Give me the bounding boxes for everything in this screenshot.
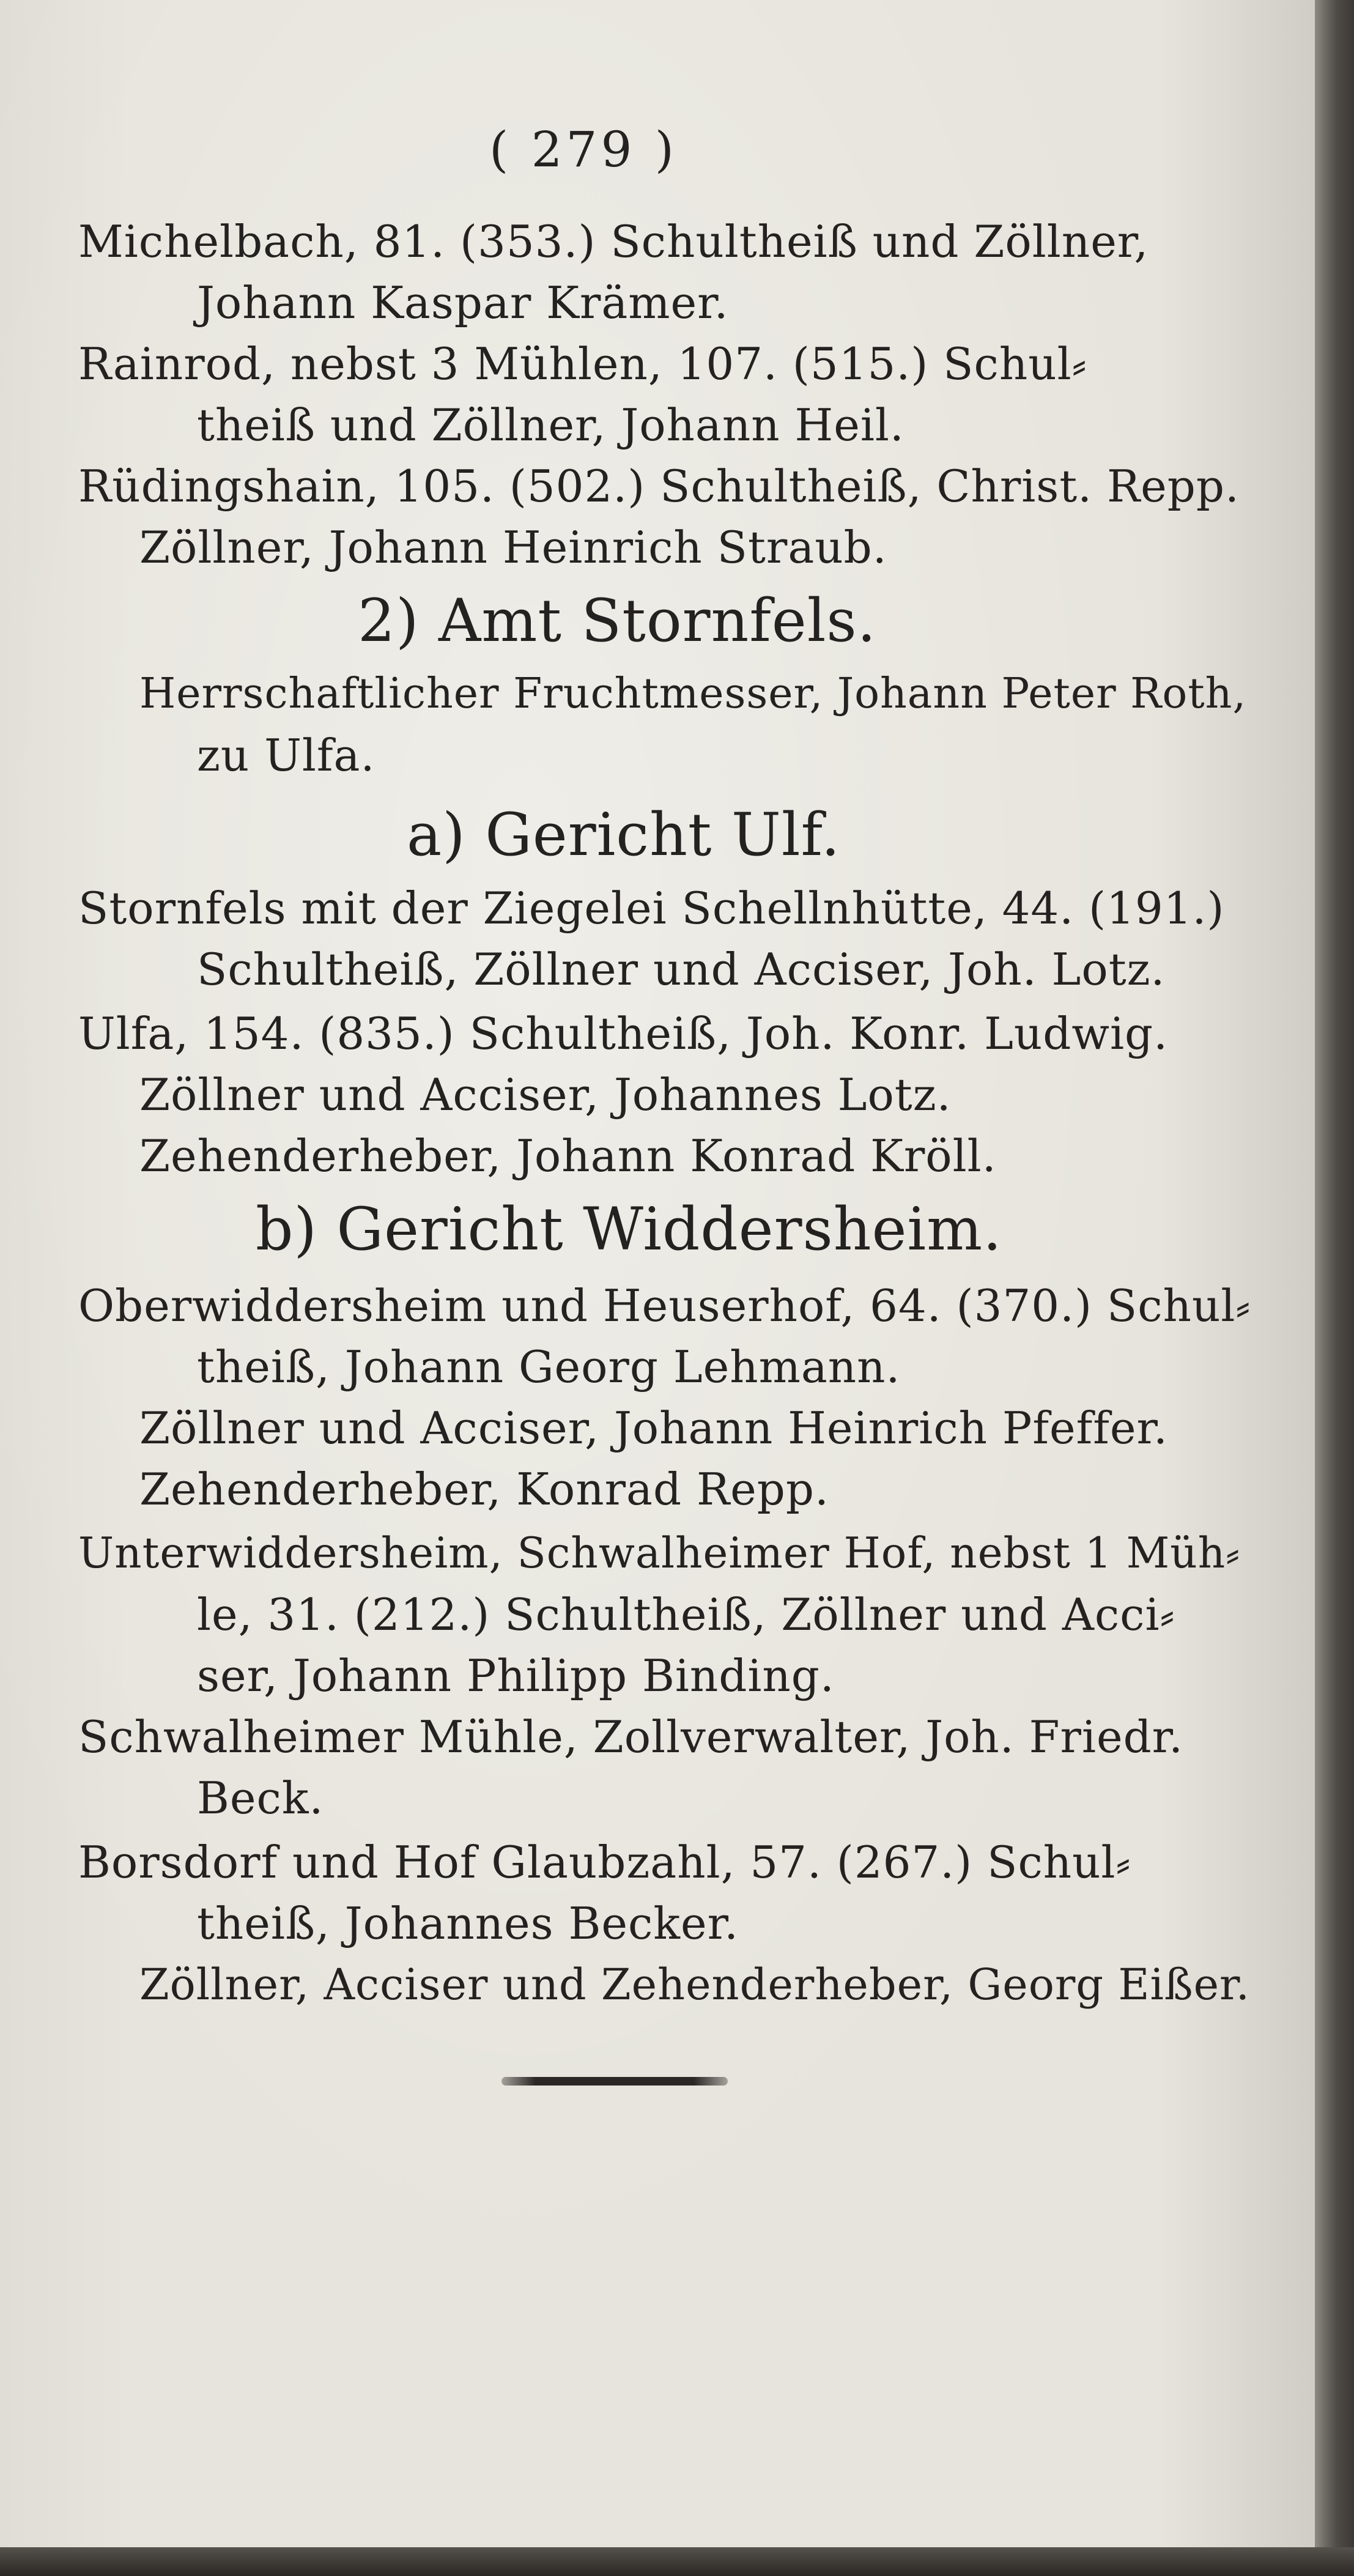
subsection-heading-gericht-widdersheim: b) Gericht Widdersheim. (256, 1195, 1002, 1264)
entry-borsdorf-zoellner: Zöllner, Acciser und Zehenderheber, Georg Eißer. (139, 1960, 1251, 2010)
entry-rainrod-cont: theiß und Zöllner, Johann Heil. (197, 399, 905, 451)
end-rule (501, 2077, 728, 2086)
entry-ruedingshain-cont: Zöllner, Johann Heinrich Straub. (139, 522, 887, 573)
entry-borsdorf: Borsdorf und Hof Glaubzahl, 57. (267.) Schul⸗ (78, 1837, 1131, 1888)
entry-rainrod: Rainrod, nebst 3 Mühlen, 107. (515.) Schul⸗ (78, 338, 1087, 390)
entry-oberwiddersheim-cont: theiß, Johann Georg Lehmann. (197, 1341, 901, 1393)
entry-schwalheimer-muehle-cont: Beck. (197, 1772, 324, 1824)
book-spine-edge (1315, 0, 1354, 2576)
entry-ulfa-zehenderheber: Zehenderheber, Johann Konrad Kröll. (139, 1130, 997, 1182)
page-number: ( 279 ) (489, 121, 678, 178)
entry-ruedingshain: Rüdingshain, 105. (502.) Schultheiß, Christ. Repp. (78, 461, 1240, 512)
entry-oberwiddersheim-zehenderheber: Zehenderheber, Konrad Repp. (139, 1464, 829, 1515)
page-bottom-edge (0, 2547, 1354, 2576)
entry-ulfa: Ulfa, 154. (835.) Schultheiß, Joh. Konr. Ludwig. (78, 1008, 1168, 1059)
entry-schwalheimer-muehle: Schwalheimer Mühle, Zollverwalter, Joh. Friedr. (78, 1711, 1184, 1763)
entry-oberwiddersheim-zoellner: Zöllner und Acciser, Johann Heinrich Pfeffer. (139, 1402, 1168, 1454)
entry-ulfa-zoellner: Zöllner und Acciser, Johannes Lotz. (139, 1069, 952, 1120)
entry-michelbach-cont: Johann Kaspar Krämer. (197, 277, 729, 328)
entry-fruchtmesser-cont: zu Ulfa. (197, 730, 375, 781)
entry-fruchtmesser: Herrschaftlicher Fruchtmesser, Johann Peter Roth, (139, 670, 1247, 718)
entry-borsdorf-cont: theiß, Johannes Becker. (197, 1898, 739, 1949)
entry-stornfels: Stornfels mit der Ziegelei Schellnhütte, 44. (191.) (78, 883, 1225, 934)
section-heading-amt-stornfels: 2) Amt Stornfels. (358, 587, 877, 655)
entry-unterwiddersheim: Unterwiddersheim, Schwalheimer Hof, nebst 1 Müh⸗ (78, 1529, 1241, 1578)
entry-oberwiddersheim: Oberwiddersheim und Heuserhof, 64. (370.) Schul⸗ (78, 1280, 1251, 1331)
entry-unterwiddersheim-cont2: ser, Johann Philipp Binding. (197, 1650, 835, 1701)
subsection-heading-gericht-ulf: a) Gericht Ulf. (407, 801, 841, 869)
entry-stornfels-cont: Schultheiß, Zöllner und Acciser, Joh. Lotz. (197, 944, 1166, 995)
entry-michelbach: Michelbach, 81. (353.) Schultheiß und Zöllner, (78, 216, 1149, 267)
entry-unterwiddersheim-cont1: le, 31. (212.) Schultheiß, Zöllner und Acci⸗ (197, 1589, 1175, 1640)
